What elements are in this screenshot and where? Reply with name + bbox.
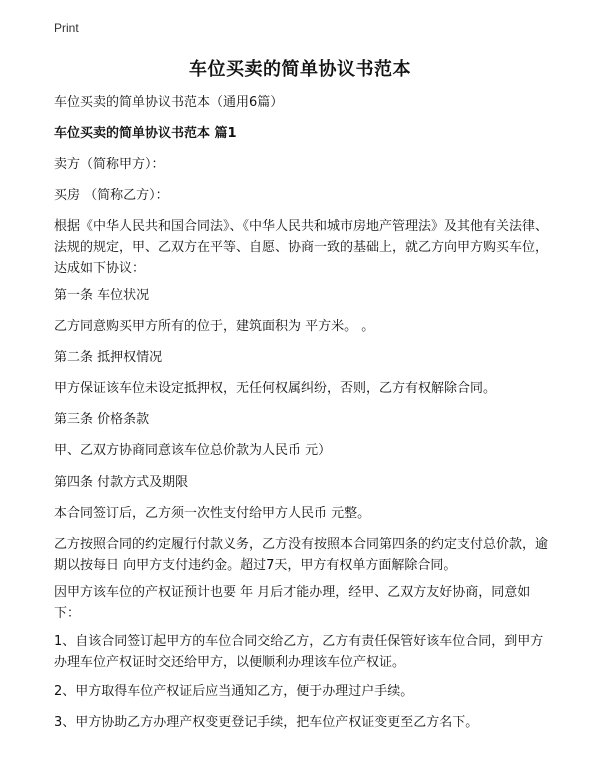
document-intro: 车位买卖的简单协议书范本（通用6篇） (54, 95, 284, 110)
article-1-title: 第一条 车位状况 (54, 288, 150, 303)
article-2-body: 甲方保证该车位未设定抵押权，无任何权属纠纷，否则，乙方有权解除合同。 (54, 381, 497, 396)
list-item-2: 2、甲方取得车位产权证后应当通知乙方，便于办理过户手续。 (54, 684, 414, 699)
section-heading: 车位买卖的简单协议书范本 篇1 (54, 126, 237, 141)
article-4-title: 第四条 付款方式及期限 (54, 475, 189, 490)
article-3-title: 第三条 价格条款 (54, 412, 150, 427)
document-title: 车位买卖的简单协议书范本 (189, 59, 411, 80)
list-item-3: 3、甲方协助乙方办理产权变更登记手续，把车位产权证变更至乙方名下。 (54, 715, 479, 730)
buyer-line: 买房 （简称乙方）： (54, 188, 169, 203)
preamble-paragraph: 根据《中华人民共和国合同法》、《中华人民共和城市房地产管理法》及其他有关法律、法规的规定，甲、乙双方在平等、自愿、协商一致的基础上，就乙方向甲方购买车位，达成如下协议： (54, 219, 549, 276)
article-4-body-penalty: 乙方按照合同的约定履行付款义务，乙方没有按照本合同第四条的约定支付总价款，逾期以按每日 向甲方支付违约金。超过7天，甲方有权单方面解除合同。 (54, 537, 549, 573)
list-item-1: 1、自该合同签订起甲方的车位合同交给乙方，乙方有责任保管好该车位合同，到甲方办理车位产权证时交还给甲方，以便顺利办理该车位产权证。 (54, 634, 544, 670)
article-4-body-payment: 本合同签订后，乙方须一次性支付给甲方人民币 元整。 (54, 506, 371, 521)
article-2-title: 第二条 抵押权情况 (54, 350, 163, 365)
article-4-body-certificate: 因甲方该车位的产权证预计也要 年 月后才能办理，经甲、乙双方友好协商，同意如下： (54, 585, 531, 621)
article-1-body: 乙方同意购买甲方所有的位于，建筑面积为 平方米。 。 (54, 319, 375, 334)
seller-line: 卖方（简称甲方）： (54, 157, 165, 172)
print-label: Print (54, 21, 79, 35)
article-3-body: 甲、乙双方协商同意该车位总价款为人民币 元） (54, 443, 332, 458)
